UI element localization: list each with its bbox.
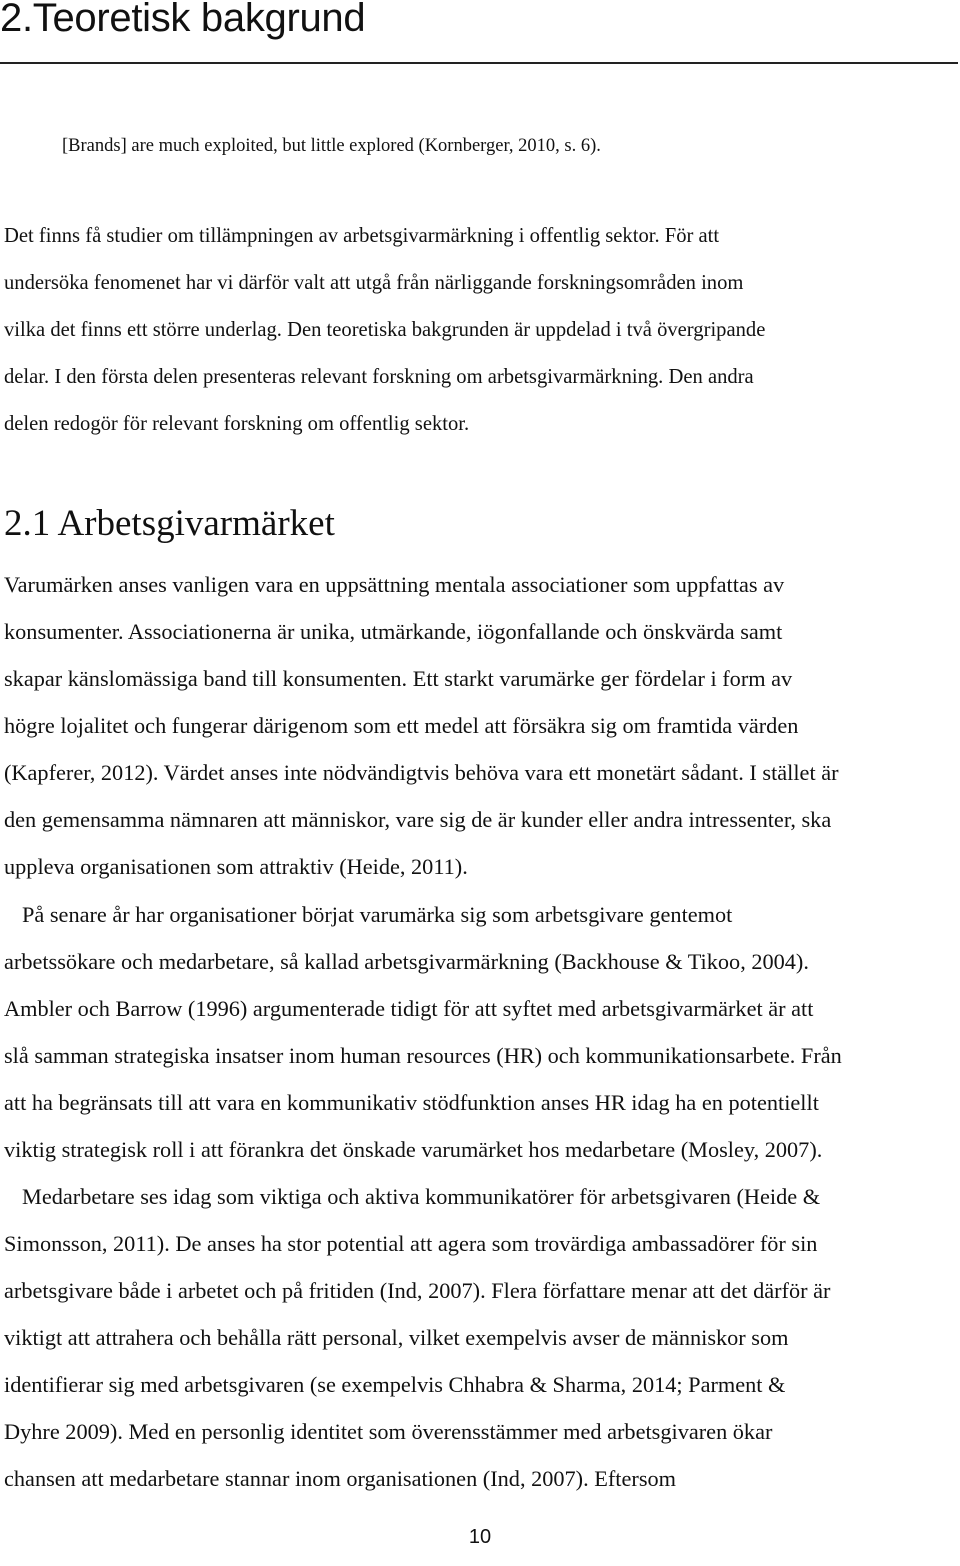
text-line: (Kapferer, 2012). Värdet anses inte nödvändigtvis behöva vara ett monetärt sådant. I stället är xyxy=(4,760,839,785)
text-line: konsumenter. Associationerna är unika, utmärkande, iögonfallande och önskvärda samt xyxy=(4,619,783,644)
brand-paragraph xyxy=(4,561,960,890)
text-line: Varumärken anses vanligen vara en uppsättning mentala associationer som uppfattas av xyxy=(4,572,785,597)
text-line: Ambler och Barrow (1996) argumenterade tidigt för att syftet med arbetsgivarmärket är att xyxy=(4,996,814,1021)
text-line: chansen att medarbetare stannar inom organisationen (Ind, 2007). Eftersom xyxy=(4,1466,676,1491)
text-line: uppleva organisationen som attraktiv (Heide, 2011). xyxy=(4,854,468,879)
text-line: undersöka fenomenet har vi därför valt att utgå från närliggande forskningsområden inom xyxy=(4,272,744,294)
subsection-title: 2.1 Arbetsgivarmärket xyxy=(4,503,335,544)
text-line: Det finns få studier om tillämpningen av arbetsgivarmärkning i offentlig sektor. För att xyxy=(4,225,720,247)
text-line: delen redogör för relevant forskning om offentlig sektor. xyxy=(4,413,470,435)
intro-paragraph xyxy=(4,213,960,448)
text-line: slå samman strategiska insatser inom human resources (HR) och kommunikationsarbete. Från xyxy=(4,1043,842,1068)
text-line: skapar känslomässiga band till konsumenten. Ett starkt varumärke ger fördelar i form av xyxy=(4,666,793,691)
text-line: den gemensamma nämnaren att människor, vare sig de är kunder eller andra intressenter, ska xyxy=(4,807,832,832)
text-line: Medarbetare ses idag som viktiga och aktiva kommunikatörer för arbetsgivaren (Heide & xyxy=(22,1184,821,1209)
text-line: vilka det finns ett större underlag. Den teoretiska bakgrunden är uppdelad i två övergripande xyxy=(4,319,766,341)
text-line: delar. I den första delen presenteras relevant forskning om arbetsgivarmärkning. Den andra xyxy=(4,366,754,388)
employer-branding-paragraph xyxy=(4,891,960,1173)
section-title: 2.Teoretisk bakgrund xyxy=(0,0,366,40)
text-line: högre lojalitet och fungerar därigenom som ett medel att försäkra sig om framtida värden xyxy=(4,713,799,738)
epigraph-quote: [Brands] are much exploited, but little explored (Kornberger, 2010, s. 6). xyxy=(62,136,601,156)
text-line: viktigt att attrahera och behålla rätt personal, vilket exempelvis avser de människor som xyxy=(4,1325,789,1350)
staff-paragraph xyxy=(4,1173,960,1502)
text-line: att ha begränsats till att vara en kommunikativ stödfunktion anses HR idag ha en potentiellt xyxy=(4,1090,819,1115)
text-line: arbetsgivare både i arbetet och på fritiden (Ind, 2007). Flera författare menar att det därför är xyxy=(4,1278,831,1303)
text-line: Simonsson, 2011). De anses ha stor potential att agera som trovärdiga ambassadörer för sin xyxy=(4,1231,818,1256)
heading-rule xyxy=(0,62,958,64)
page-number: 10 xyxy=(468,1526,492,1548)
text-line: arbetssökare och medarbetare, så kallad arbetsgivarmärkning (Backhouse & Tikoo, 2004). xyxy=(4,949,809,974)
text-line: Dyhre 2009). Med en personlig identitet som överensstämmer med arbetsgivaren ökar xyxy=(4,1419,773,1444)
text-line: På senare år har organisationer börjat varumärka sig som arbetsgivare gentemot xyxy=(22,902,733,927)
text-line: identifierar sig med arbetsgivaren (se exempelvis Chhabra & Sharma, 2014; Parment & xyxy=(4,1372,786,1397)
text-line: viktig strategisk roll i att förankra det önskade varumärket hos medarbetare (Mosley, 2007). xyxy=(4,1137,823,1162)
